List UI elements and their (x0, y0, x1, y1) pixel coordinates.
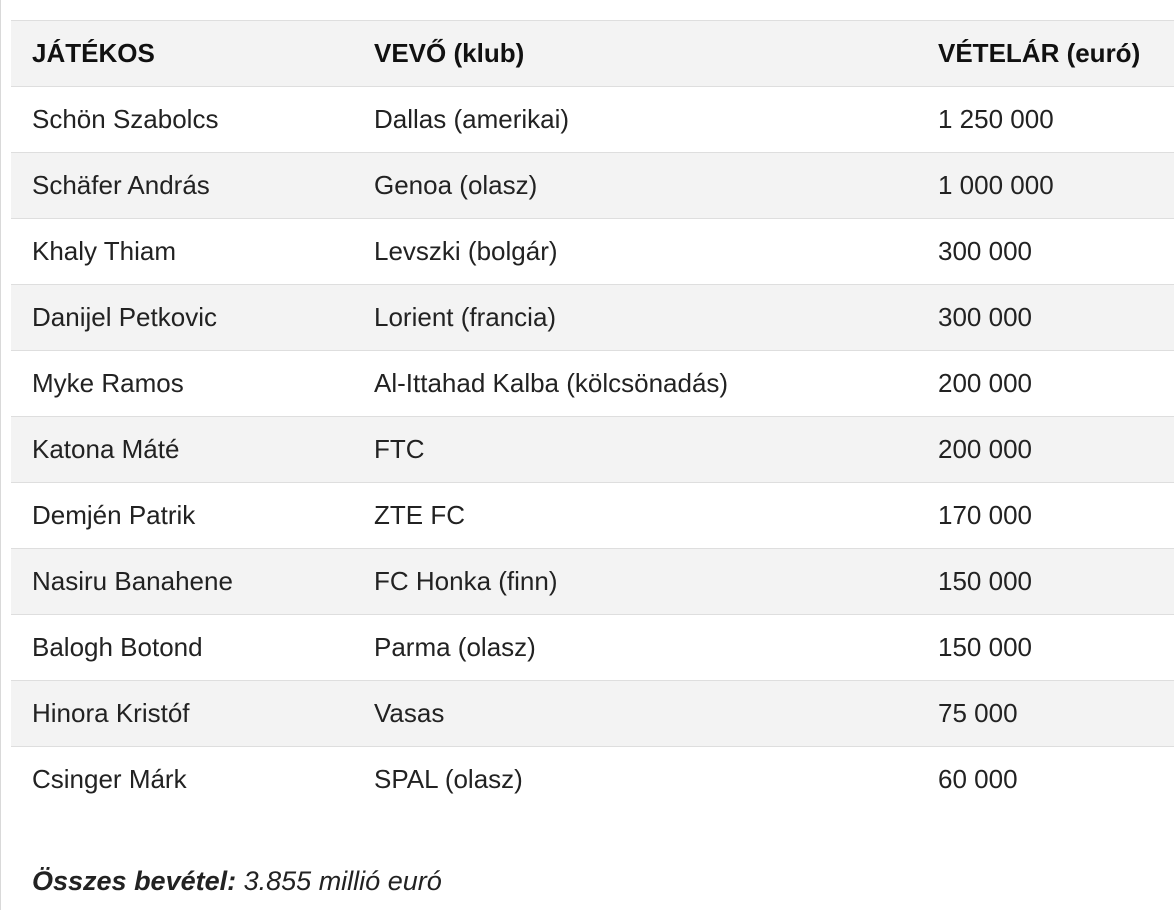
price-cell: 60 000 (917, 747, 1174, 813)
player-cell: Schäfer András (11, 153, 353, 219)
table-row (11, 285, 1174, 351)
player-cell: Schön Szabolcs (11, 87, 353, 153)
price-cell: 1 250 000 (917, 87, 1174, 153)
total-revenue-label: Összes bevétel: (32, 866, 237, 896)
buyer-cell: Parma (olasz) (353, 615, 917, 681)
player-cell: Myke Ramos (11, 351, 353, 417)
price-cell: 200 000 (917, 417, 1174, 483)
player-cell: Khaly Thiam (11, 219, 353, 285)
player-cell: Demjén Patrik (11, 483, 353, 549)
header-price: VÉTELÁR (euró) (917, 21, 1174, 87)
table-row (11, 417, 1174, 483)
price-cell: 1 000 000 (917, 153, 1174, 219)
buyer-cell: Levszki (bolgár) (353, 219, 917, 285)
total-revenue-value: 3.855 millió euró (243, 866, 442, 896)
player-cell: Balogh Botond (11, 615, 353, 681)
header-player: JÁTÉKOS (11, 21, 353, 87)
player-cell: Csinger Márk (11, 747, 353, 813)
buyer-cell: Dallas (amerikai) (353, 87, 917, 153)
buyer-cell: FC Honka (finn) (353, 549, 917, 615)
player-cell: Hinora Kristóf (11, 681, 353, 747)
table-row (11, 153, 1174, 219)
price-cell: 170 000 (917, 483, 1174, 549)
header-row (11, 21, 1174, 87)
price-cell: 150 000 (917, 549, 1174, 615)
player-cell: Nasiru Banahene (11, 549, 353, 615)
price-cell: 150 000 (917, 615, 1174, 681)
table-row (11, 219, 1174, 285)
table-row (11, 615, 1174, 681)
buyer-cell: SPAL (olasz) (353, 747, 917, 813)
table-row (11, 87, 1174, 153)
table-row (11, 681, 1174, 747)
buyer-cell: Al-Ittahad Kalba (kölcsönadás) (353, 351, 917, 417)
buyer-cell: FTC (353, 417, 917, 483)
player-cell: Danijel Petkovic (11, 285, 353, 351)
buyer-cell: Vasas (353, 681, 917, 747)
price-cell: 75 000 (917, 681, 1174, 747)
header-buyer: VEVŐ (klub) (353, 21, 917, 87)
table-row (11, 351, 1174, 417)
price-cell: 300 000 (917, 219, 1174, 285)
total-revenue (32, 866, 442, 897)
price-cell: 200 000 (917, 351, 1174, 417)
buyer-cell: Lorient (francia) (353, 285, 917, 351)
table-row (11, 549, 1174, 615)
table-header (11, 21, 1174, 87)
buyer-cell: ZTE FC (353, 483, 917, 549)
price-cell: 300 000 (917, 285, 1174, 351)
table-row (11, 747, 1174, 813)
transfer-table (11, 20, 1174, 813)
player-cell: Katona Máté (11, 417, 353, 483)
buyer-cell: Genoa (olasz) (353, 153, 917, 219)
table-row (11, 483, 1174, 549)
table-body (11, 87, 1174, 813)
